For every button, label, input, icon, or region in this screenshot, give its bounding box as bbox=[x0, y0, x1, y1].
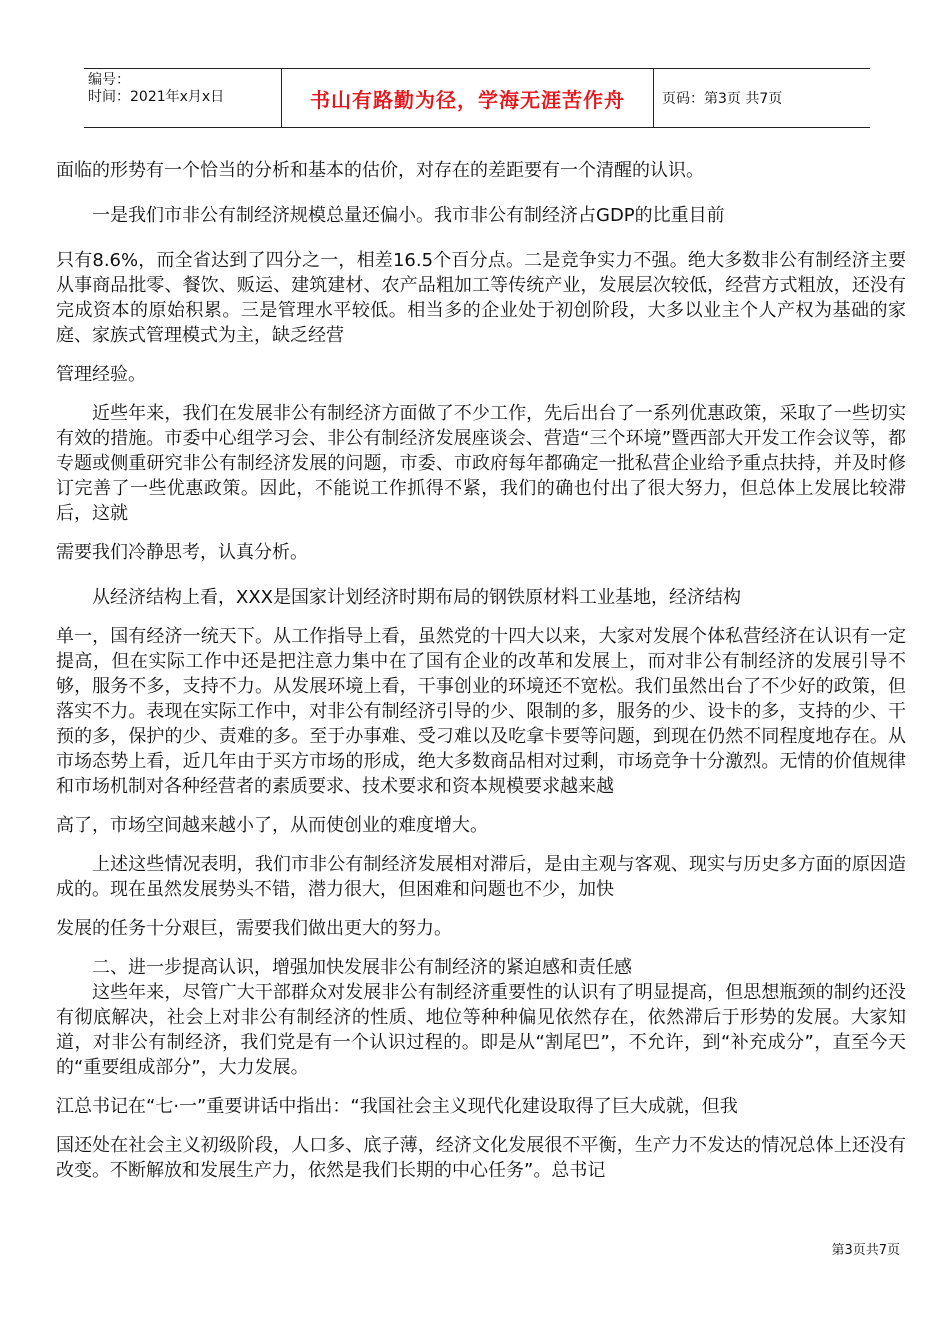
paragraph-5: 近些年来，我们在发展非公有制经济方面做了不少工作，先后出台了一系列优惠政策，采取了一些切实有效的措施。市委中心组学习会、非公有制经济发展座谈会、营造“三个环境”暨西部大开发工作会议等，都专题或侧重研究非公有制经济发展的问题，市委、市政府每年都确定一批私营企业给予重点扶持，并及时修订完善了一些优惠政策。因此，不能说工作抓得不紧，我们的确也付出了很大努力，但总体上发展比较滞后，这就 bbox=[56, 403, 906, 524]
paragraph-7: 从经济结构上看，XXX是国家计划经济时期布局的钢铁原材料工业基地，经济结构 bbox=[92, 587, 741, 608]
header-motto-cell bbox=[282, 69, 654, 127]
document-number-label: 编号： bbox=[88, 72, 130, 88]
paragraph-2: 一是我们市非公有制经济规模总量还偏小。我市非公有制经济占GDP的比重目前 bbox=[92, 205, 725, 226]
paragraph-1: 面临的形势有一个恰当的分析和基本的估价，对存在的差距要有一个清醒的认识。 bbox=[56, 160, 704, 181]
paragraph-10: 上述这些情况表明，我们市非公有制经济发展相对滞后，是由主观与客观、现实与历史多方面的原因造成的。现在虽然发展势头不错，潜力很大，但困难和问题也不少，加快 bbox=[56, 854, 906, 900]
paragraph-12: 这些年来，尽管广大干部群众对发展非公有制经济重要性的认识有了明显提高，但思想瓶颈的制约还没有彻底解决，社会上对非公有制经济的性质、地位等种种偏见依然存在，依然滞后于形势的发展。大家知道，对非公有制经济，我们党是有一个认识过程的。即是从“割尾巴”，不允许，到“补充成分”，直至今天的“重要组成部分”，大力发展。 bbox=[56, 982, 906, 1078]
document-body bbox=[56, 158, 906, 1183]
paragraph-13: 江总书记在“七·一”重要讲话中指出：“我国社会主义现代化建设取得了巨大成就，但我 bbox=[56, 1096, 738, 1117]
header-motto: 书山有路勤为径，学海无涯苦作舟 bbox=[310, 87, 625, 112]
paragraph-4: 管理经验。 bbox=[56, 364, 146, 385]
paragraph-9: 高了，市场空间越来越小了，从而使创业的难度增大。 bbox=[56, 815, 488, 836]
section-heading-2: 二、进一步提高认识，增强加快发展非公有制经济的紧迫感和责任感 bbox=[92, 957, 632, 978]
page-header bbox=[84, 68, 870, 128]
header-page-cell bbox=[654, 69, 870, 127]
paragraph-8: 单一，国有经济一统天下。从工作指导上看，虽然党的十四大以来，大家对发展个体私营经济在认识有一定提高，但在实际工作中还是把注意力集中在了国有企业的改革和发展上，而对非公有制经济的发展引导不够，服务不多，支持不力。从发展环境上看，干事创业的环境还不宽松。我们虽然出台了不少好的政策，但落实不力。表现在实际工作中，对非公有制经济引导的少、限制的多，服务的少、设卡的多，支持的少、干预的多，保护的少、责难的多。至于办事难、受刁难以及吃拿卡要等问题，到现在仍然不同程度地存在。从市场态势上看，近几年由于买方市场的形成，绝大多数商品相对过剩，市场竞争十分激烈。无情的价值规律和市场机制对各种经营者的素质要求、技术要求和资本规模要求越来越 bbox=[56, 626, 906, 797]
footer-page-number: 第3页共7页 bbox=[831, 1243, 900, 1258]
document-date: 时间：2021年x月x日 bbox=[88, 89, 225, 105]
paragraph-3: 只有8.6%，而全省达到了四分之一，相差16.5个百分点。二是竞争实力不强。绝大多数非公有制经济主要从事商品批零、餐饮、贩运、建筑建材、农产品粗加工等传统产业，发展层次较低，经营方式粗放，还没有完成资本的原始积累。三是管理水平较低。相当多的企业处于初创阶段，大多以业主个人产权为基础的家庭、家族式管理模式为主，缺乏经营 bbox=[56, 250, 906, 346]
paragraph-6: 需要我们冷静思考，认真分析。 bbox=[56, 542, 308, 563]
header-meta bbox=[84, 69, 282, 127]
header-page-info: 页码：第3页 共7页 bbox=[662, 91, 783, 107]
paragraph-14: 国还处在社会主义初级阶段，人口多、底子薄，经济文化发展很不平衡，生产力不发达的情况总体上还没有改变。不断解放和发展生产力，依然是我们长期的中心任务”。总书记 bbox=[56, 1135, 906, 1181]
paragraph-11: 发展的任务十分艰巨，需要我们做出更大的努力。 bbox=[56, 918, 452, 939]
